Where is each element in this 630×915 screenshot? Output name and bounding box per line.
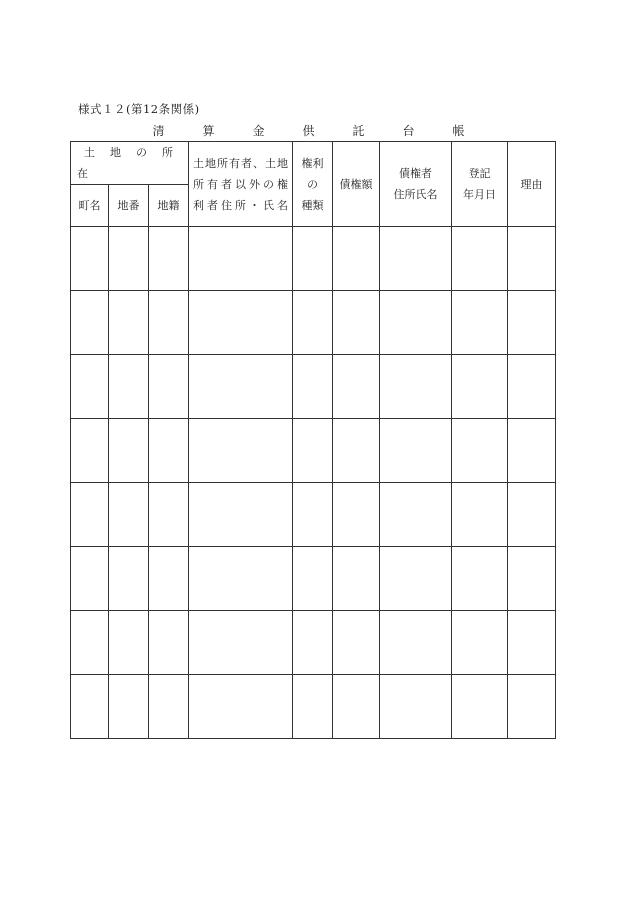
table-row bbox=[71, 227, 556, 291]
header-right-line2: の bbox=[307, 177, 319, 191]
cell-town[interactable] bbox=[71, 483, 109, 547]
header-owner-line2: 所有者以外の権 bbox=[193, 177, 289, 191]
header-registration-line2: 年月日 bbox=[463, 188, 497, 201]
cell-creditor[interactable] bbox=[380, 355, 452, 419]
cell-claim-amount[interactable] bbox=[333, 227, 380, 291]
cell-town[interactable] bbox=[71, 675, 109, 739]
cell-reason[interactable] bbox=[508, 419, 556, 483]
header-creditor-line2: 住所氏名 bbox=[393, 188, 438, 201]
cell-registration-date[interactable] bbox=[452, 291, 508, 355]
cell-claim-amount[interactable] bbox=[333, 419, 380, 483]
cell-registration-date[interactable] bbox=[452, 611, 508, 675]
cell-owner[interactable] bbox=[189, 291, 293, 355]
cell-lot-number[interactable] bbox=[109, 227, 149, 291]
header-reason: 理由 bbox=[508, 142, 556, 227]
cell-lot-number[interactable] bbox=[109, 547, 149, 611]
table-row bbox=[71, 611, 556, 675]
table-row bbox=[71, 419, 556, 483]
header-town: 町名 bbox=[71, 185, 109, 227]
cell-owner[interactable] bbox=[189, 483, 293, 547]
table-row bbox=[71, 483, 556, 547]
cell-town[interactable] bbox=[71, 355, 109, 419]
table-row bbox=[71, 547, 556, 611]
cell-registration-date[interactable] bbox=[452, 355, 508, 419]
cell-registration-date[interactable] bbox=[452, 483, 508, 547]
cell-town[interactable] bbox=[71, 227, 109, 291]
cell-reason[interactable] bbox=[508, 291, 556, 355]
cell-owner[interactable] bbox=[189, 675, 293, 739]
cell-reason[interactable] bbox=[508, 355, 556, 419]
table-row bbox=[71, 291, 556, 355]
cell-town[interactable] bbox=[71, 291, 109, 355]
cell-lot-number[interactable] bbox=[109, 419, 149, 483]
cell-land-category[interactable] bbox=[149, 675, 189, 739]
cell-town[interactable] bbox=[71, 547, 109, 611]
cell-creditor[interactable] bbox=[380, 227, 452, 291]
cell-right-type[interactable] bbox=[293, 355, 333, 419]
cell-owner[interactable] bbox=[189, 227, 293, 291]
cell-reason[interactable] bbox=[508, 611, 556, 675]
cell-land-category[interactable] bbox=[149, 227, 189, 291]
cell-claim-amount[interactable] bbox=[333, 675, 380, 739]
cell-creditor[interactable] bbox=[380, 675, 452, 739]
cell-creditor[interactable] bbox=[380, 483, 452, 547]
header-registration-line1: 登記 bbox=[468, 167, 491, 180]
cell-land-category[interactable] bbox=[149, 483, 189, 547]
cell-owner[interactable] bbox=[189, 611, 293, 675]
cell-claim-amount[interactable] bbox=[333, 547, 380, 611]
header-right-line1: 権利 bbox=[301, 156, 324, 170]
header-lot-number: 地番 bbox=[109, 185, 149, 227]
cell-claim-amount[interactable] bbox=[333, 291, 380, 355]
ledger-title: 清 算 金 供 託 台 帳 bbox=[152, 124, 478, 138]
cell-town[interactable] bbox=[71, 611, 109, 675]
cell-land-category[interactable] bbox=[149, 419, 189, 483]
header-owner-line3: 利者住所・氏名 bbox=[193, 198, 289, 212]
cell-lot-number[interactable] bbox=[109, 355, 149, 419]
header-right-line3: 種類 bbox=[301, 198, 324, 212]
cell-right-type[interactable] bbox=[293, 547, 333, 611]
header-right-type bbox=[293, 142, 333, 227]
cell-land-category[interactable] bbox=[149, 291, 189, 355]
header-owner bbox=[189, 142, 293, 227]
form-code: 様式１２(第12条関係) bbox=[78, 102, 200, 116]
table-row bbox=[71, 355, 556, 419]
cell-owner[interactable] bbox=[189, 419, 293, 483]
cell-lot-number[interactable] bbox=[109, 291, 149, 355]
cell-lot-number[interactable] bbox=[109, 675, 149, 739]
cell-land-category[interactable] bbox=[149, 547, 189, 611]
cell-creditor[interactable] bbox=[380, 547, 452, 611]
header-creditor-line1: 債権者 bbox=[399, 167, 433, 180]
header-claim-amount: 債権額 bbox=[333, 142, 380, 227]
cell-registration-date[interactable] bbox=[452, 419, 508, 483]
cell-right-type[interactable] bbox=[293, 483, 333, 547]
cell-reason[interactable] bbox=[508, 547, 556, 611]
header-land-location: 土 地 の 所 在 bbox=[71, 142, 189, 185]
cell-reason[interactable] bbox=[508, 483, 556, 547]
cell-owner[interactable] bbox=[189, 355, 293, 419]
header-land-category: 地籍 bbox=[149, 185, 189, 227]
cell-land-category[interactable] bbox=[149, 611, 189, 675]
cell-claim-amount[interactable] bbox=[333, 483, 380, 547]
cell-registration-date[interactable] bbox=[452, 675, 508, 739]
cell-creditor[interactable] bbox=[380, 419, 452, 483]
cell-reason[interactable] bbox=[508, 227, 556, 291]
cell-right-type[interactable] bbox=[293, 675, 333, 739]
cell-registration-date[interactable] bbox=[452, 547, 508, 611]
cell-owner[interactable] bbox=[189, 547, 293, 611]
cell-right-type[interactable] bbox=[293, 419, 333, 483]
cell-claim-amount[interactable] bbox=[333, 355, 380, 419]
table-row bbox=[71, 675, 556, 739]
cell-right-type[interactable] bbox=[293, 227, 333, 291]
header-registration-date bbox=[452, 142, 508, 227]
ledger-body bbox=[71, 227, 556, 739]
cell-lot-number[interactable] bbox=[109, 611, 149, 675]
header-owner-line1: 土地所有者、土地 bbox=[193, 156, 289, 170]
cell-right-type[interactable] bbox=[293, 611, 333, 675]
cell-lot-number[interactable] bbox=[109, 483, 149, 547]
cell-town[interactable] bbox=[71, 419, 109, 483]
cell-claim-amount[interactable] bbox=[333, 611, 380, 675]
deposit-ledger-table bbox=[70, 141, 556, 739]
cell-registration-date[interactable] bbox=[452, 227, 508, 291]
cell-creditor[interactable] bbox=[380, 611, 452, 675]
cell-creditor[interactable] bbox=[380, 291, 452, 355]
cell-right-type[interactable] bbox=[293, 291, 333, 355]
header-creditor bbox=[380, 142, 452, 227]
cell-reason[interactable] bbox=[508, 675, 556, 739]
cell-land-category[interactable] bbox=[149, 355, 189, 419]
